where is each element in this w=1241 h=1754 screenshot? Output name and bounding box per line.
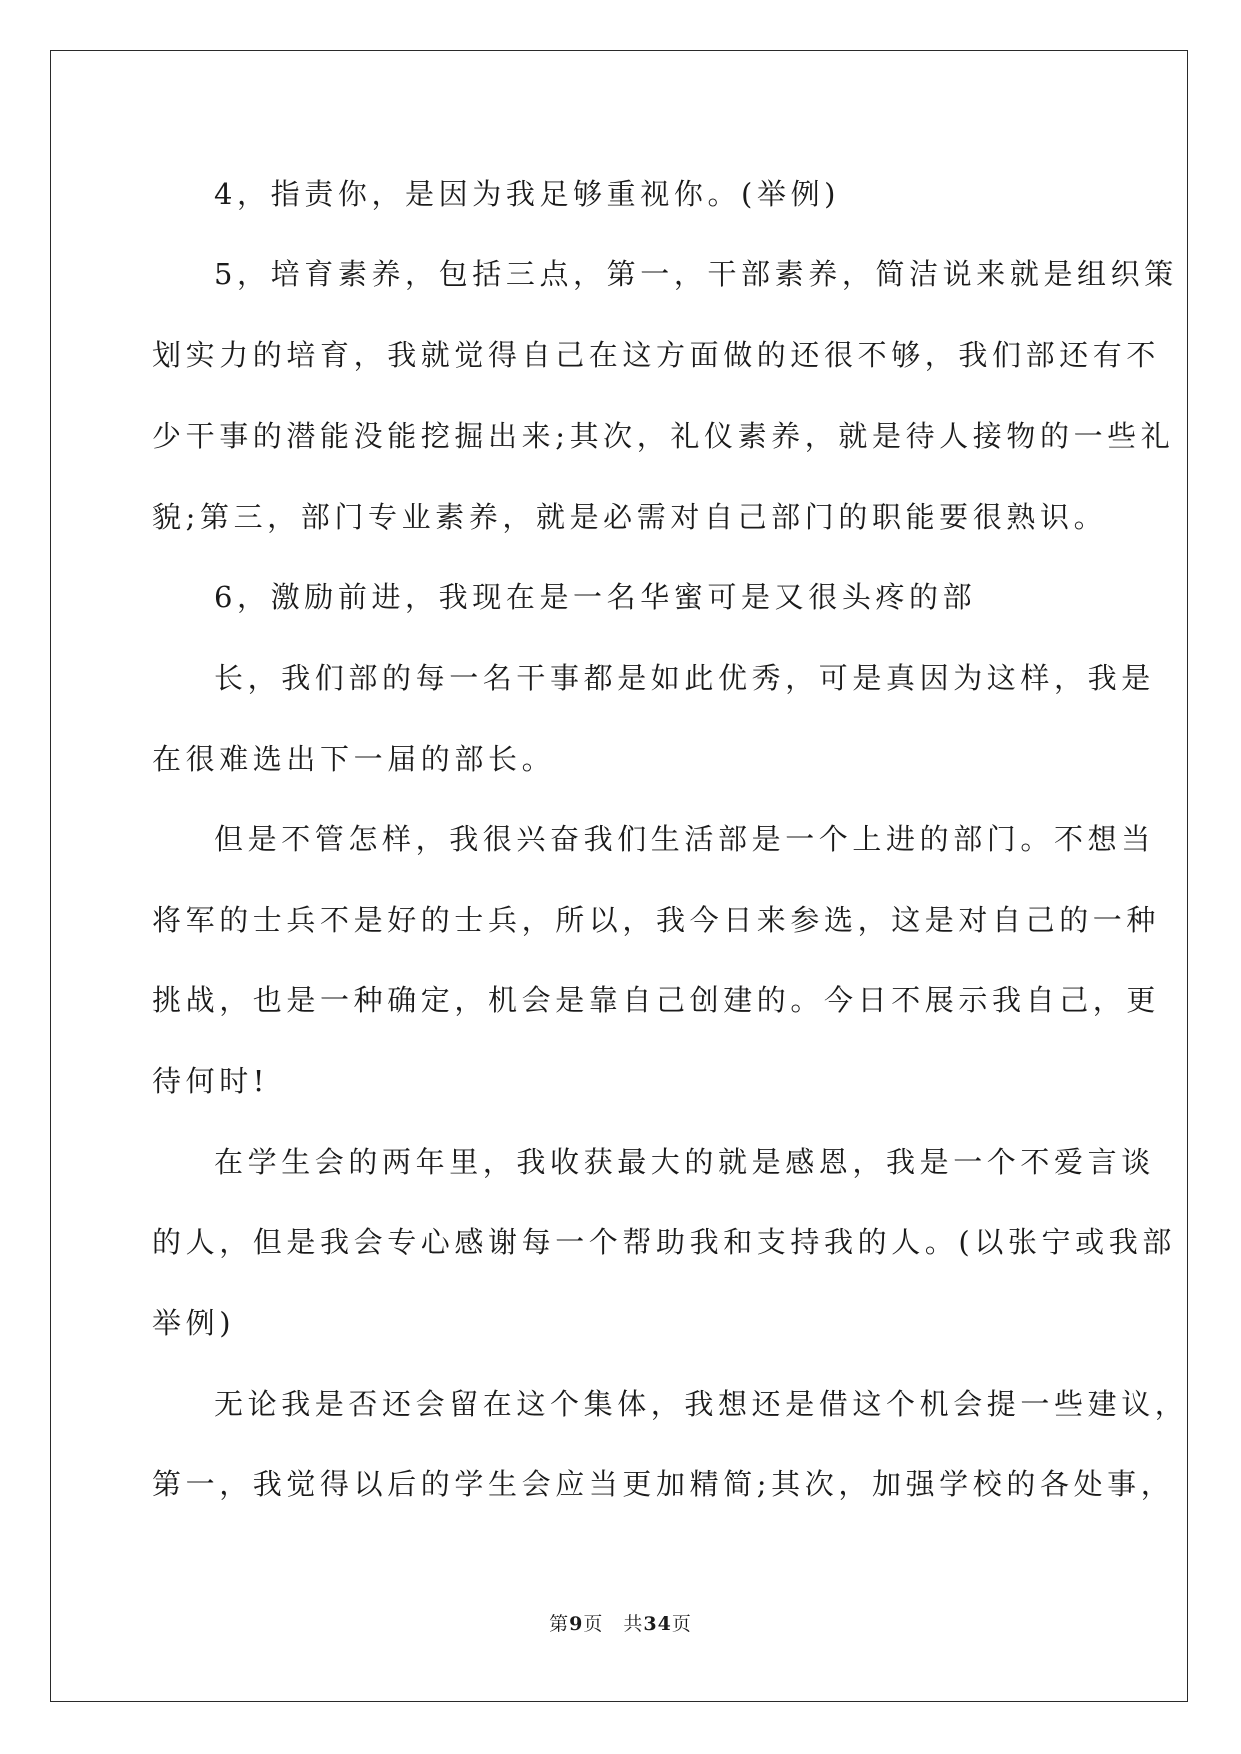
text-line: 6，激励前进，我现在是一名华蜜可是又很头疼的部	[214, 580, 977, 614]
page-label-suffix: 页	[671, 1613, 692, 1635]
text-line: 划实力的培育，我就觉得自己在这方面做的还很不够，我们部还有不	[152, 338, 1161, 372]
text-line: 4，指责你，是因为我足够重视你。(举例)	[214, 177, 841, 211]
text-line: 挑战，也是一种确定，机会是靠自己创建的。今日不展示我自己，更	[152, 983, 1161, 1017]
text-line: 在很难选出下一届的部长。	[152, 742, 556, 776]
text-line: 5，培育素养，包括三点，第一，干部素养，简洁说来就是组织策	[214, 257, 1178, 291]
text-line: 的人，但是我会专心感谢每一个帮助我和支持我的人。(以张宁或我部	[152, 1225, 1176, 1259]
text-line: 第一，我觉得以后的学生会应当更加精简;其次，加强学校的各处事，	[152, 1467, 1175, 1501]
page-number: 9	[569, 1613, 584, 1635]
text-line: 待何时!	[152, 1064, 270, 1098]
text-line: 将军的士兵不是好的士兵，所以，我今日来参选，这是对自己的一种	[152, 903, 1161, 937]
total-pages: 34	[643, 1613, 672, 1635]
page-footer	[0, 1612, 1241, 1636]
text-line: 貌;第三，部门专业素养，就是必需对自己部门的职能要很熟识。	[152, 500, 1108, 534]
text-line: 长，我们部的每一名干事都是如此优秀，可是真因为这样，我是	[214, 661, 1155, 695]
text-line: 在学生会的两年里，我收获最大的就是感恩，我是一个不爱言谈	[214, 1145, 1155, 1179]
text-line: 举例)	[152, 1306, 236, 1340]
page-label-mid: 页 共	[583, 1613, 644, 1635]
text-line: 但是不管怎样，我很兴奋我们生活部是一个上进的部门。不想当	[214, 822, 1155, 856]
text-line: 无论我是否还会留在这个集体，我想还是借这个机会提一些建议，	[214, 1387, 1189, 1421]
text-line: 少干事的潜能没能挖掘出来;其次，礼仪素养，就是待人接物的一些礼	[152, 419, 1175, 453]
page-label-prefix: 第	[549, 1613, 570, 1635]
page-border	[50, 50, 1188, 1702]
